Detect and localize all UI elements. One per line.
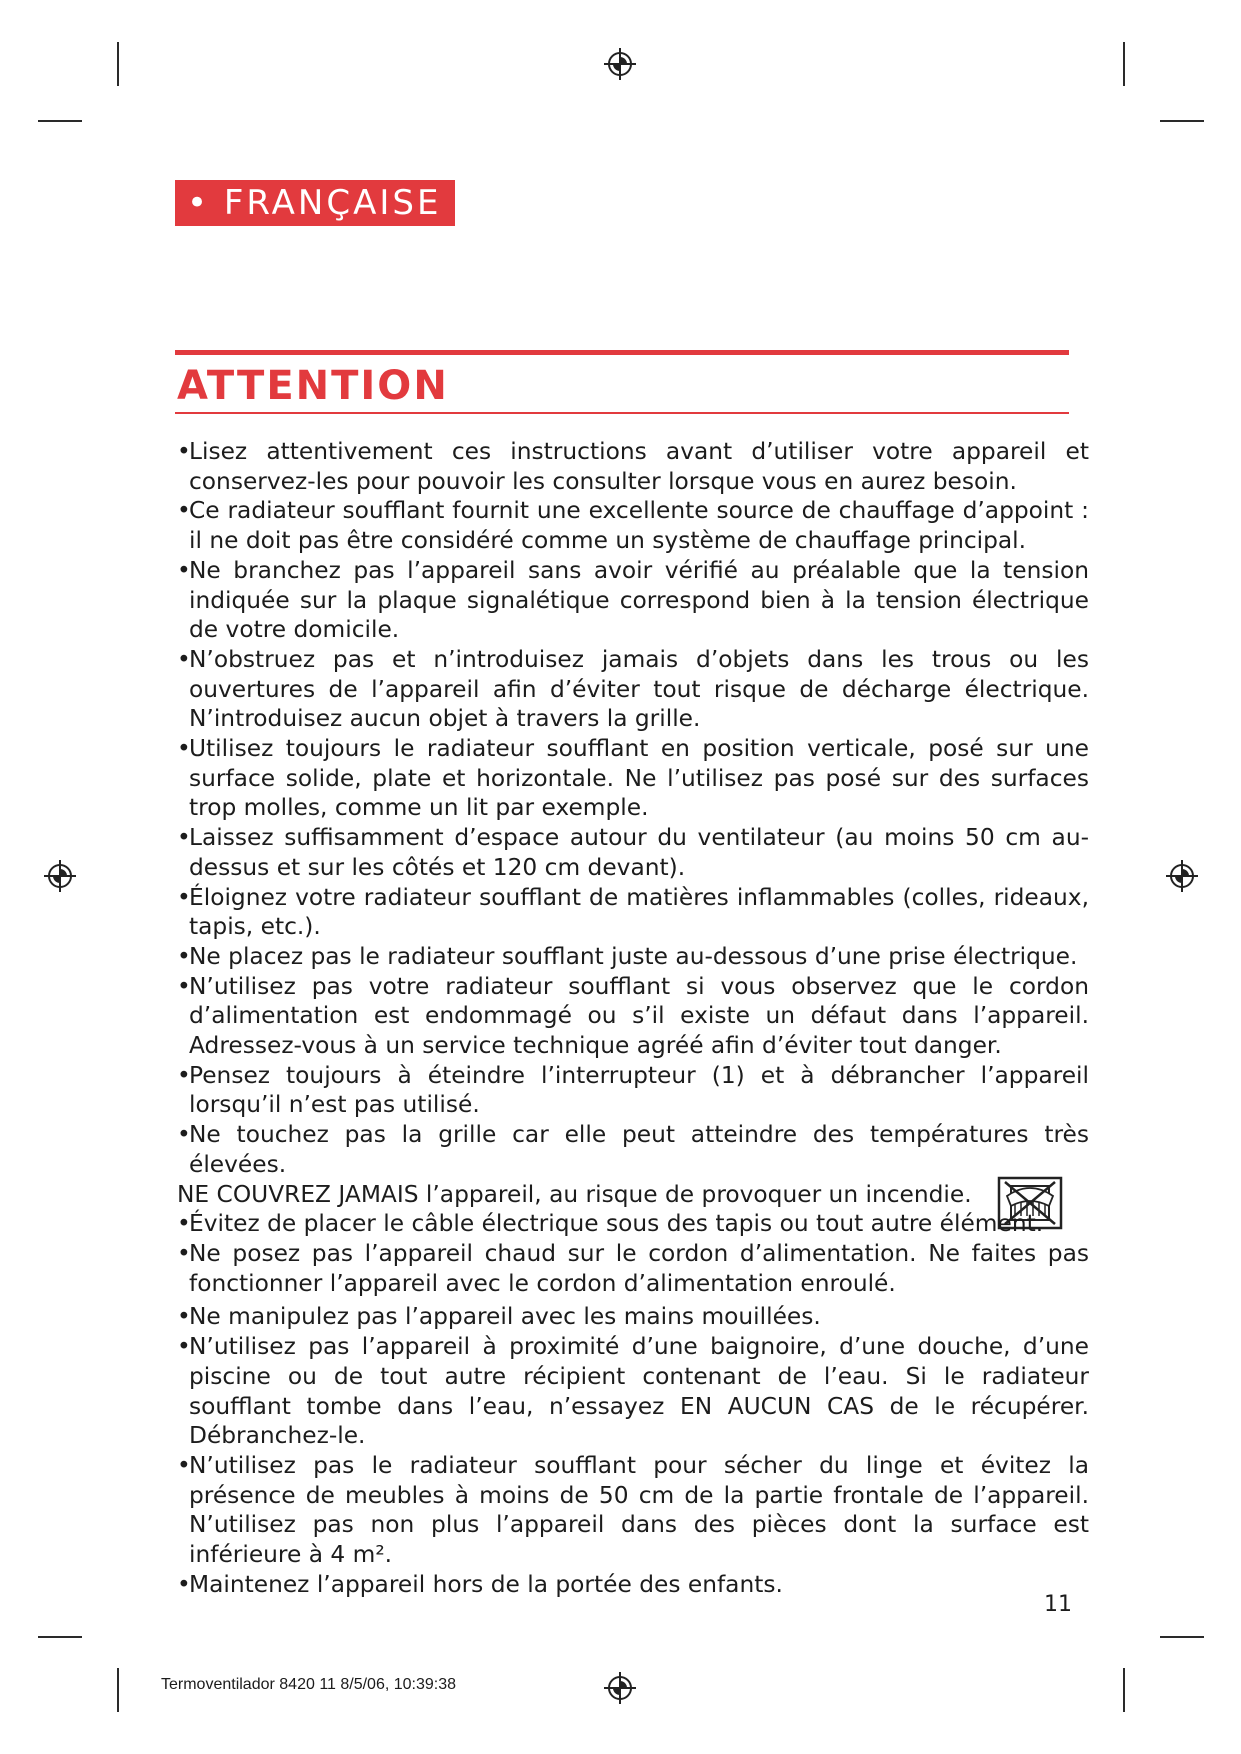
crop-mark [117,1668,119,1712]
bullet: • [177,1333,191,1361]
list-item-text: N’utilisez pas l’appareil à proximité d’une baignoire, d’une douche, d’une piscine ou de tout autre récipient contenant de l’eau. Si le radiateur soufflant tombe dans l’eau, n’essayez EN AUCUN CAS de le récupérer. Débranchez-le. [189,1333,1089,1450]
list-item [177,1570,1089,1600]
list-item [177,496,1089,555]
list-item-text: Maintenez l’appareil hors de la portée des enfants. [189,1570,783,1598]
bullet: • [177,497,191,525]
list-item [177,556,1089,645]
bullet: • [177,1210,191,1238]
crop-mark [117,42,119,86]
page-number: 11 [1044,1592,1072,1617]
list-item-text: Lisez attentivement ces instructions avant d’utiliser votre appareil et conservez-les pour pouvoir les consulter lorsque vous en aurez besoin. [189,438,1089,495]
list-item-text: Ne manipulez pas l’appareil avec les mains mouillées. [189,1303,821,1331]
bullet: • [177,1061,191,1089]
instructions-list [177,437,1089,1599]
crop-mark [1123,1668,1125,1712]
page-title: ATTENTION [177,363,449,409]
bullet: • [177,556,191,584]
crop-mark [38,120,82,122]
bullet: • [177,942,191,970]
bullet: • [177,824,191,852]
list-item [177,883,1089,942]
list-item-text: Ne branchez pas l’appareil sans avoir vérifié au préalable que la tension indiquée sur la plaque signalétique correspond bien à la tension électrique de votre domicile. [189,556,1089,644]
bullet: • [177,645,191,673]
list-item [177,1120,1089,1179]
bullet: • [177,438,191,465]
bullet: • [177,1121,191,1149]
list-item-text: N’utilisez pas le radiateur soufflant pour sécher du linge et évitez la présence de meubles à moins de 50 cm de la partie frontale de l’appareil. N’utilisez pas non plus l’appareil dans des pièces dont la surface est inférieure à 4 m². [189,1451,1089,1569]
warning-line [177,1180,1089,1210]
warning-text: NE COUVREZ JAMAIS l’appareil, au risque de provoquer un incendie. [177,1180,972,1208]
list-item [177,734,1089,823]
list-item-text: N’obstruez pas et n’introduisez jamais d’objets dans les trous ou les ouvertures de l’appareil afin d’éviter tout risque de décharge électrique. N’introduisez aucun objet à travers la grille. [189,645,1089,733]
list-item-text: N’utilisez pas votre radiateur soufflant si vous observez que le cordon d’alimentation est endommagé ou s’il existe un défaut dans l’appareil. Adressez-vous à un service technique agréé afin d’éviter tout danger. [189,972,1089,1060]
list-item-text: Ne placez pas le radiateur soufflant juste au-dessous d’une prise électrique. [189,942,1078,970]
list-item [177,1332,1089,1451]
bullet: • [177,1303,191,1331]
list-item [177,942,1089,972]
registration-mark-icon [602,46,638,82]
registration-mark-icon [42,858,78,894]
language-label: • FRANÇAISE [175,180,455,226]
crop-mark [1123,42,1125,86]
heading-rule-bottom [175,412,1069,414]
crop-mark [1160,1636,1204,1638]
heading-rule-top [175,350,1069,355]
bullet: • [177,1239,191,1267]
crop-mark [38,1636,82,1638]
registration-mark-icon [1164,858,1200,894]
list-item-text: Ne posez pas l’appareil chaud sur le cordon d’alimentation. Ne faites pas fonctionner l’appareil avec le cordon d’alimentation enroulé. [189,1239,1089,1297]
print-footer: Termoventilador 8420 11 8/5/06, 10:39:38 [161,1676,457,1693]
list-item [177,437,1089,496]
list-item [177,1239,1089,1298]
bullet: • [177,735,191,763]
registration-mark-icon [602,1670,638,1706]
list-item-text: Ce radiateur soufflant fournit une excellente source de chauffage d’appoint : il ne doit pas être considéré comme un système de chauffage principal. [189,497,1089,555]
list-item [177,1451,1089,1570]
list-item-text: Éloignez votre radiateur soufflant de matières inflammables (colles, rideaux, tapis, etc.). [189,883,1089,941]
bullet: • [177,972,191,1000]
list-item-text: Pensez toujours à éteindre l’interrupteur (1) et à débrancher l’appareil lorsqu’il n’est pas utilisé. [189,1061,1089,1119]
list-item [177,1061,1089,1120]
bullet: • [177,1570,191,1598]
list-item-text: Ne touchez pas la grille car elle peut atteindre des températures très élevées. [189,1121,1089,1178]
list-item [177,1209,1089,1239]
bullet: • [177,1451,191,1479]
list-item [177,823,1089,882]
list-item [177,645,1089,734]
list-item [177,1302,1089,1332]
list-item-text: Utilisez toujours le radiateur soufflant en position verticale, posé sur une surface solide, plate et horizontale. Ne l’utilisez pas posé sur des surfaces trop molles, comme un lit par exemple. [189,735,1089,822]
crop-mark [1160,120,1204,122]
list-item-text: Laissez suffisamment d’espace autour du ventilateur (au moins 50 cm au-dessus et sur les côtés et 120 cm devant). [189,824,1089,881]
bullet: • [177,883,191,911]
list-item-text: Évitez de placer le câble électrique sous des tapis ou tout autre élément. [189,1210,1044,1238]
list-item [177,972,1089,1061]
